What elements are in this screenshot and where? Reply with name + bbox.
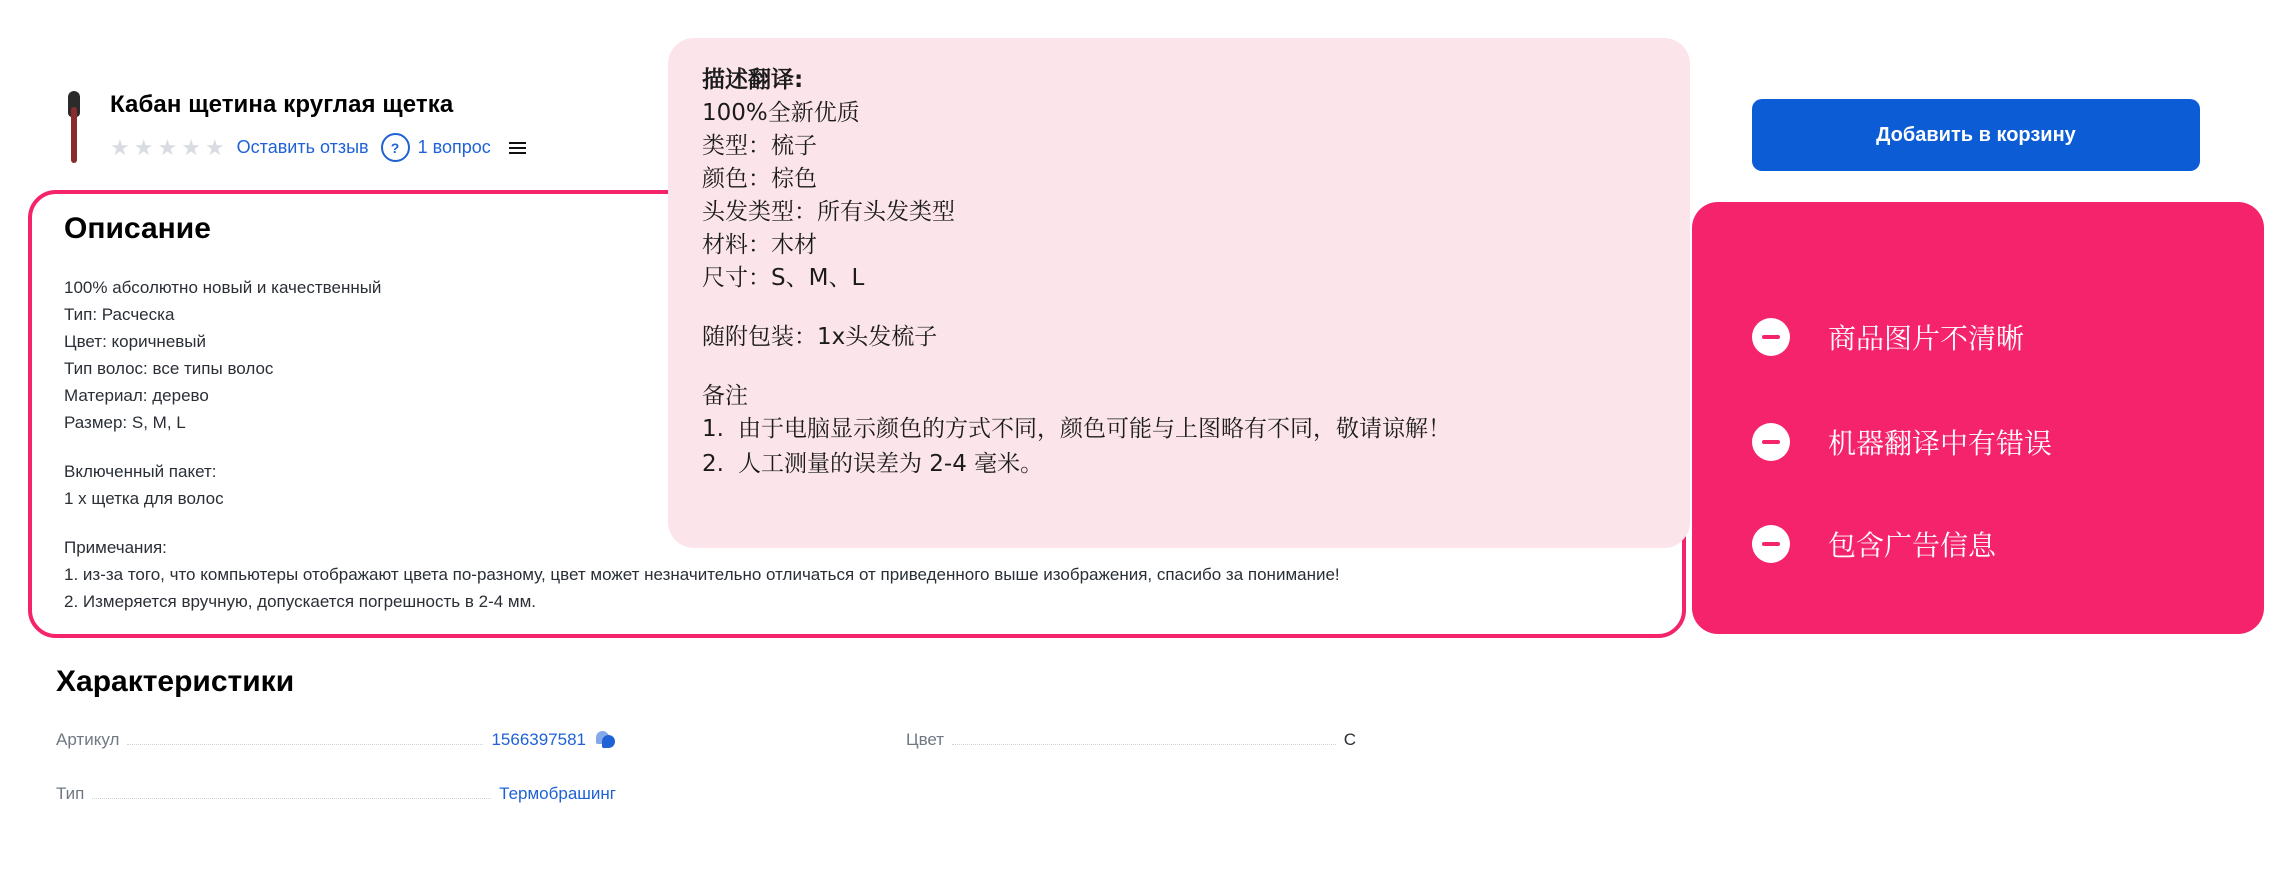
spec-key: Тип [56, 784, 85, 803]
report-option-label: 机器翻译中有错误 [1828, 427, 2053, 460]
question-mark-icon: ? [381, 133, 410, 162]
report-option-unclear-image[interactable] [1752, 317, 2024, 357]
spacer [702, 295, 1656, 321]
minus-circle-icon [1752, 318, 1790, 356]
product-info [110, 85, 526, 162]
translation-notes-list [702, 413, 1656, 481]
leave-review-link[interactable]: Оставить отзыв [236, 137, 369, 157]
questions-link[interactable] [381, 133, 491, 162]
spec-row [56, 730, 616, 750]
report-option-contains-ads[interactable] [1752, 524, 1996, 564]
star-icon[interactable]: ★ [133, 134, 154, 160]
star-icon[interactable]: ★ [110, 134, 130, 160]
report-option-translation-error[interactable] [1752, 422, 2052, 462]
report-option-label: 包含广告信息 [1828, 529, 1997, 562]
description-line: Материал: дерево [64, 386, 209, 405]
spec-value[interactable] [491, 730, 616, 750]
product-thumbnail[interactable] [60, 85, 88, 163]
translation-note-item [702, 448, 1656, 481]
note-number: 1. [702, 416, 724, 442]
star-icon[interactable]: ★ [181, 134, 201, 160]
report-option-label: 商品图片不清晰 [1828, 322, 2025, 355]
spec-dots [952, 743, 1336, 745]
translation-line: 颜色：棕色 [702, 166, 817, 192]
description-line: 100% абсолютно новый и качественный [64, 278, 382, 297]
spec-value[interactable]: Термобрашинг [499, 784, 616, 803]
description-line: Тип волос: все типы волос [64, 359, 274, 378]
spec-key: Цвет [906, 730, 945, 749]
minus-circle-icon [1752, 525, 1790, 563]
spec-dots [127, 743, 483, 745]
add-to-cart-button[interactable]: Добавить в корзину [1752, 99, 2200, 171]
product-header [60, 85, 526, 163]
menu-icon[interactable] [509, 142, 526, 154]
spacer [702, 354, 1656, 380]
note-text: 人工测量的误差为 2-4 毫米。 [737, 451, 1044, 477]
product-title: Кабан щетина круглая щетка [110, 91, 454, 118]
translation-line: 尺寸：S、M、L [702, 265, 865, 291]
translation-line: 100%全新优质 [702, 100, 860, 126]
questions-label: 1 вопрос [417, 137, 491, 157]
spec-dots [92, 797, 491, 799]
translation-line: 头发类型：所有头发类型 [702, 199, 955, 225]
translation-panel [668, 38, 1690, 548]
translation-line: 材料：木材 [702, 232, 817, 258]
description-heading: Описание [64, 212, 211, 245]
characteristics-heading: Характеристики [56, 665, 295, 698]
star-rating[interactable] [110, 134, 225, 160]
spec-row [906, 730, 1356, 750]
translation-notes-heading: 备注 [702, 383, 748, 409]
translation-package: 随附包装：1x头发梳子 [702, 324, 938, 350]
spec-value: C [1343, 730, 1356, 749]
translation-line: 类型：梳子 [702, 133, 817, 159]
notes-heading: Примечания: [64, 538, 167, 557]
spec-value-text: 1566397581 [491, 730, 586, 749]
note-line: 2. Измеряется вручную, допускается погрешность в 2-4 мм. [64, 592, 537, 611]
description-line: Тип: Расческа [64, 305, 175, 324]
spec-row [56, 784, 616, 804]
minus-circle-icon [1752, 423, 1790, 461]
star-icon[interactable]: ★ [204, 134, 225, 160]
note-number: 2. [702, 451, 724, 477]
copy-icon[interactable] [596, 731, 616, 749]
note-line: 1. из-за того, что компьютеры отображают цвета по-разному, цвет может незначительно отличаться от приведенного выше изображения, спасибо за понимание! [64, 565, 1340, 584]
translation-note-item [702, 413, 1656, 446]
note-text: 由于电脑显示颜色的方式不同，颜色可能与上图略有不同，敬请谅解！ [737, 416, 1451, 442]
star-icon[interactable]: ★ [157, 134, 178, 160]
spec-key: Артикул [56, 730, 120, 749]
package-line: 1 x щетка для волос [64, 489, 224, 508]
description-line: Размер: S, M, L [64, 413, 186, 432]
translation-heading: 描述翻译: [702, 67, 804, 93]
package-line: Включенный пакет: [64, 462, 217, 481]
description-line: Цвет: коричневый [64, 332, 207, 351]
rating-row [110, 133, 526, 162]
report-panel [1692, 202, 2264, 634]
brush-handle-shape [71, 107, 77, 163]
